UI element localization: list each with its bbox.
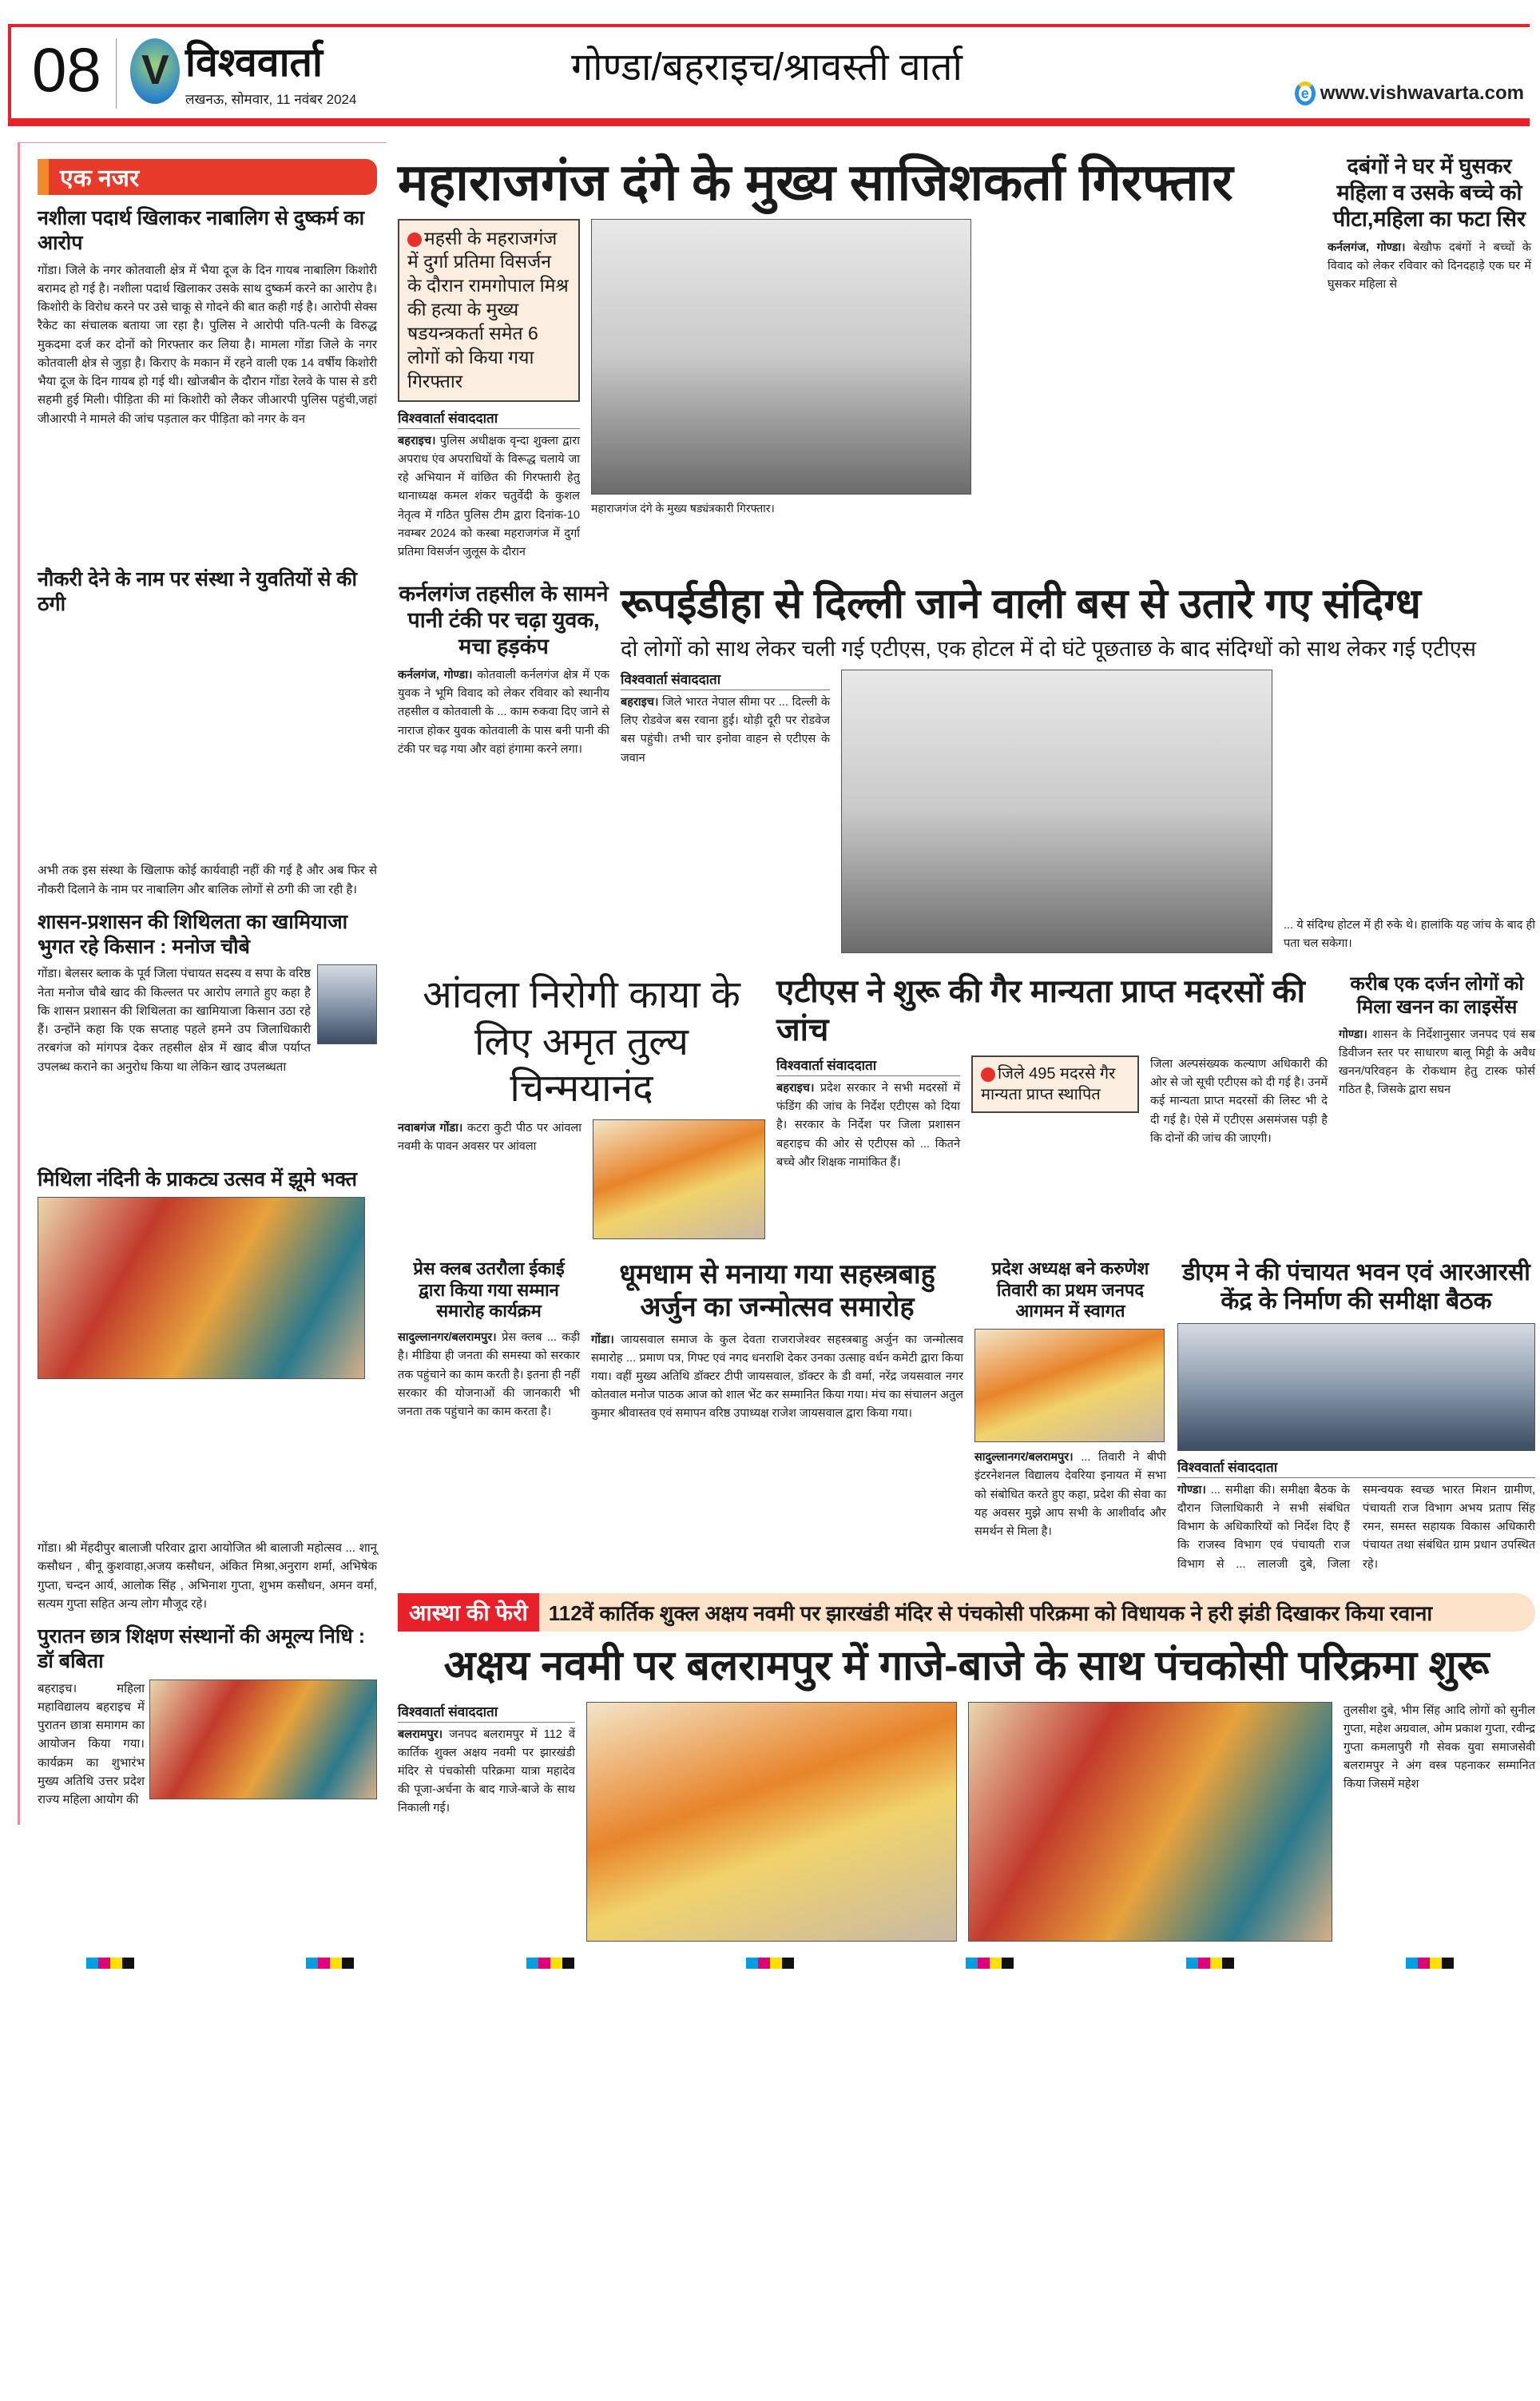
story-headline: कर्नलगंज तहसील के सामने पानी टंकी पर चढ़ा युवक, मचा हड़कंप — [399, 582, 609, 659]
portrait-photo — [317, 964, 377, 1044]
lead-headline: महाराजगंज दंगे के मुख्य साजिशकर्ता गिरफ्तार — [398, 153, 1233, 211]
story-headline: रूपईडीहा से दिल्ली जाने वाली बस से उतारे गए संदिग्ध — [621, 581, 1422, 628]
article-dateline: बलरामपुर। — [398, 1727, 443, 1741]
amla-story — [398, 972, 765, 1239]
website[interactable] — [1295, 81, 1524, 105]
band-lead — [398, 153, 1535, 562]
color-registration-marks — [0, 1942, 1540, 1978]
story-headline: शासन-प्रशासन की शिथिलता का खामियाजा भुगत रहे किसान : मनोज चौबे — [38, 910, 348, 958]
article-text: जनपद बलरामपुर में 112 वें कार्तिक शुक्ल अक्षय नवमी पर झारखंडी मंदिर से पंचकोसी परिक्रमा यात्रा महादेव की पूजा-अर्चना के बाद गाजे-बाजे के साथ निकाली गई। — [398, 1727, 576, 1815]
story-headline: दबंगों ने घर में घुसकर महिला व उसके बच्चे को पीटा,महिला का फटा सिर — [1332, 154, 1526, 231]
article-body — [974, 1449, 1166, 1541]
ats-pullquote — [971, 1055, 1139, 1113]
article-dateline: गोण्डा। — [1177, 1483, 1206, 1497]
color-mark — [306, 1958, 354, 1969]
article-text: शासन के निर्देशानुसार जनपद एवं सब डिवीजन स्तर पर साधारण बालू मिट्टी के अवैध खनन/परिवहन के रोकथाम हेतु टास्क फोर्स गठित है, जिसके द्वारा सघन — [1339, 1028, 1535, 1097]
rupaidiha-row — [621, 670, 1535, 953]
dm-story — [1177, 1258, 1535, 1574]
story-body-filler — [38, 428, 377, 556]
story-body-filler — [38, 622, 377, 861]
devotees-photo — [38, 1197, 365, 1379]
divider — [116, 38, 117, 109]
article-body — [398, 1119, 581, 1156]
story-headline: पुरातन छात्र शिक्षण संस्थानों की अमूल्य निधि : डॉ बबिता — [38, 1625, 366, 1673]
amla-event-photo — [593, 1119, 765, 1239]
story-body-filler — [38, 1379, 377, 1539]
amla-row — [398, 1119, 765, 1239]
arrested-men-photo — [591, 219, 971, 495]
procession-photo — [968, 1702, 1332, 1942]
brand-logo-icon — [130, 38, 180, 104]
karnalganj-story — [398, 581, 609, 759]
article-text: प्रेस क्लब ... कड़ी है। मीडिया ही जनता की समस्या को सरकार तक पहुंचाने का काम करती है। इतना ही नहीं सरकार की योजनाओं की जानकारी भी जनता तक पहुंचाने का काम करता है। — [398, 1331, 581, 1418]
byline: विश्ववार्ता संवाददाता — [398, 1702, 575, 1723]
dm-article — [1177, 1457, 1535, 1574]
color-mark — [1186, 1958, 1234, 1969]
article-dateline: गोंडा। — [591, 1333, 614, 1346]
band-ats — [398, 972, 1535, 1239]
ats-row — [776, 1055, 1328, 1172]
karunesh-story — [974, 1258, 1166, 1541]
parikrama-photo — [586, 1702, 957, 1942]
article-dateline: सादुल्लानगर/बलरामपुर। — [974, 1451, 1074, 1465]
article-dateline: कर्नलगंज, गोण्डा। — [398, 668, 473, 682]
story-subhead: दो लोगों को साथ लेकर चली गई एटीएस, एक होटल में दो घंटे पूछताछ के बाद संदिग्धों को साथ लेकर गई एटीएस — [621, 636, 1477, 661]
lead-photo-block — [591, 219, 971, 516]
photo-caption: महाराजगंज दंगे के मुख्य षड्यंत्रकारी गिरफ्तार। — [591, 501, 775, 515]
ek-nazar-title: एक नजर — [38, 159, 377, 195]
story-body: गोंडा। जिले के नगर कोतवाली क्षेत्र में भैया दूज के दिन गायब नाबालिग किशोरी बरामद हो गई है। नशीला पदार्थ खिलाकर उसके साथ दुष्कर्म करने का आरोप है। किशोरी के विरोध करने पर उसे चाकू से गोदने की बात कही गई है। आरोपी सेक्स रैकेट का संचालक बताया जा रहा है। पुलिस ने आरोपी पति-पत्नी के विरुद्ध मुकदमा दर्ज कर दोनों को गिरफ्तार कर लिया है। मामला गोंडा जिले के नगर कोतवाली क्षेत्र से जुड़ा है। किराए के मकान में रहने वाली एक 14 वर्षीय किशोरी भैया दूज के दिन गायब हो गई थी। खोजबीन के दौरान गोंडा रेलवे के पास से डरी सहमी हुई मिली। पीड़िता की मां किशोरी को लैकर जीआरपी पुलिस पहुंची,जहां जीआरपी ने मामले की जांच पड़ताल कर पीड़िता को नगर के वन — [38, 263, 377, 426]
byline: विश्ववार्ता संवाददाता — [1177, 1457, 1535, 1478]
dateline: लखनऊ, सोमवार, 11 नवंबर 2024 — [185, 92, 357, 107]
story-headline: प्रदेश अध्यक्ष बने करुणेश तिवारी का प्रथम जनपद आगमन में स्वागत — [991, 1258, 1149, 1322]
left-column — [18, 142, 387, 1825]
article-dateline: कर्नलगंज, गोण्डा। — [1328, 240, 1406, 254]
article-text: कोतवाली कर्नलगंज क्षेत्र में एक युवक ने भूमि विवाद को लेकर रविवार को स्थानीय तहसील व कोतवाली के ... काम रुकवा दिए जाने से नाराज होकर युवक कोतवाली के पास बनी पानी की टंकी पर चढ़ गया और वहां हंगामा करने लगा। — [398, 668, 609, 756]
aastha-article — [398, 1702, 575, 1819]
rupaidiha-article — [621, 670, 830, 768]
bullet-icon — [981, 1067, 995, 1082]
byline: विश्ववार्ता संवाददाता — [621, 670, 830, 690]
sahastrabahu-story — [591, 1258, 963, 1424]
pressclub-story — [398, 1258, 580, 1421]
masthead — [0, 0, 1540, 137]
band-four-stories — [398, 1258, 1535, 1574]
aastha-banner — [398, 1593, 1535, 1632]
color-mark — [1406, 1958, 1454, 1969]
pullquote-text: जिले 495 मदरसे गैर मान्यता प्राप्त स्थापित — [981, 1065, 1116, 1104]
right-top-story — [1328, 153, 1531, 294]
brand-name: विश्ववार्ता — [185, 40, 323, 85]
color-mark — [966, 1958, 1014, 1969]
article-body — [1339, 1026, 1535, 1100]
byline: विश्ववार्ता संवाददाता — [398, 408, 580, 429]
article-body: जिला अल्पसंख्यक कल्याण अधिकारी की ओर से जो सूची एटीएस को दी गई है। उनमें कई मान्यता प्राप्त मदरसों की लिस्ट भी दे दी गई है। ऐसे में एटीएस असमंजस पड़ी है कि दोनों की जांच की जाएगी। — [1150, 1058, 1328, 1145]
color-mark — [86, 1958, 134, 1969]
article-body: तुलसीश दुबे, भीम सिंह आदि लोगों को सुनील गुप्ता, महेश अग्रवाल, ओम प्रकाश गुप्ता, रवीन्द्र गुप्ता कमलापुरी गौ सेवक युवा समाजसेवी बलरामपुर ने अंग वस्त्र पहनाकर सम्मानित किया जिसमें महेश — [1344, 1703, 1535, 1791]
story-headline: डीएम ने की पंचायत भवन एवं आरआरसी केंद्र के निर्माण की समीक्षा बैठक — [1182, 1258, 1530, 1315]
story-headline: मिथिला नंदिनी के प्राकट्य उत्सव में झूमे भक्त — [38, 1167, 358, 1191]
bullet-icon — [407, 233, 422, 247]
story-headline: एटीएस ने शुरू की गैर मान्यता प्राप्त मदरसों की जांच — [776, 974, 1305, 1048]
band-rupaidiha — [398, 581, 1535, 953]
article-body: पुलिस अधीक्षक वृन्दा शुक्ला द्वारा अपराध एंव अपराधियों के विरूद्ध चलाये जा रहे अभियान में वांछित की गिरफ्तारी हेतु थानाध्यक्ष कमल शंकर चतुर्वेदी के कुशल नेतृत्व में गठित पुलिस टीम द्वारा दिनांक-10 नवम्बर 2024 को कस्बा महराजगंज में दुर्गा प्रतिमा विसर्जन जुलूस के दौरान — [398, 434, 580, 559]
website-url[interactable]: www.vishwavarta.com — [1320, 82, 1524, 104]
article-dateline: बहराइच। — [398, 434, 436, 447]
story-headline: अक्षय नवमी पर बलरामपुर में गाजे-बाजे के साथ पंचकोसी परिक्रमा शुरू — [443, 1642, 1490, 1689]
review-meeting-photo — [1177, 1323, 1535, 1451]
story-headline: धूमधाम से मनाया गया सहस्त्रबाहु अर्जुन का जन्मोत्सव समारोह — [619, 1258, 935, 1323]
bus-stand-photo — [841, 670, 1272, 953]
story-body-filler — [38, 1076, 377, 1156]
color-mark — [526, 1958, 574, 1969]
welcome-photo — [974, 1329, 1165, 1442]
page-body — [0, 137, 1540, 1942]
article-body — [398, 666, 609, 759]
band-aastha — [398, 1593, 1535, 1942]
article-body — [1328, 239, 1531, 295]
lead-article — [398, 408, 580, 562]
browser-icon: e — [1295, 81, 1316, 105]
article-dateline: बहराइच। — [621, 696, 659, 710]
article-text: कटरा कुटी पीठ पर आंवला नवमी के पावन अवसर पर आंवला — [398, 1121, 581, 1153]
story-body: गोंडा। बेलसर ब्लाक के पूर्व जिला पंचायत सदस्य व सपा के वरिष्ठ नेता मनोज चौबे खाद की किल्लत पर आरोप लगाते हुए कहा है कि शासन प्रशासन की शिथिलता का खामियाजा किसान उठा रहे हैं। उन्होंने कहा कि एक सप्ताह पहले हमने उप जिलाधिकारी तरबगंज को मांगपत्र देकर तहसील क्षेत्र में खाद बीज पर्याप्त उपलब्ध कराने का अनुरोध किया था लेकिन खाद उपलब्धता — [38, 967, 311, 1074]
color-mark — [746, 1958, 794, 1969]
lead-pullquote — [398, 219, 580, 402]
article-dateline: सादुल्लानगर/बलरामपुर। — [398, 1331, 497, 1345]
lead-story — [398, 153, 1316, 562]
mining-story — [1339, 972, 1535, 1099]
article-text: जिले भारत नेपाल सीमा पर ... दिल्ली के लिए रोडवेज बस रवाना हुई। थोड़ी दूरी पर रोडवेज बस पहुंची। तभी चार इनोवा वाहन से एटीएस के जवान — [621, 696, 831, 765]
article-text: बेखौफ दबंगों ने बच्चों के विवाद को लेकर रविवार को दिनदहाड़े एक घर में घुसकर महिला से — [1328, 240, 1532, 292]
banner-strap: 112वें कार्तिक शुक्ल अक्षय नवमी पर झारखंडी मंदिर से पंचकोसी परिक्रमा को विधायक ने हरी झंडी दिखाकर किया रवाना — [548, 1600, 1433, 1625]
byline: विश्ववार्ता संवाददाता — [776, 1055, 960, 1076]
main-area — [398, 142, 1535, 1942]
article-body — [398, 1329, 580, 1421]
lead-text — [398, 219, 580, 562]
article-dateline: गोण्डा। — [1339, 1028, 1367, 1041]
article-text: ... समीक्षा की। समीक्षा बैठक के दौरान जिलाधिकारी ने सभी संबंधित विभाग के अधिकारियों को निर्देश दिए हैं कि राजस्व विभाग एवं पंचायती राज विभाग से ... लालजी दुबे, जिला समन्वयक स्वच्छ भारत मिशन ग्रामीण, पंचायती राज विभाग अभय प्रताप सिंह रमन, समस्त सहायक विकास अधिकारी पंचायत तथा संबंधित ग्राम प्रधान उपस्थित रहे। — [1177, 1483, 1535, 1571]
article-dateline: नवाबगंज गोंडा। — [398, 1121, 463, 1135]
lead-row — [398, 219, 1316, 562]
story-headline: प्रेस क्लब उतरौला ईकाई द्वारा किया गया सम्मान समारोह कार्यक्रम — [413, 1258, 565, 1322]
story-body: बहराइच। महिला महाविद्यालय बहराइच में पुरातन छात्रा समागम का आयोजन किया गया। कार्यक्रम का शुभारंभ मुख्य अतिथि उत्तर प्रदेश राज्य महिला आयोग की — [38, 1681, 145, 1807]
article-dateline: बहराइच। — [776, 1082, 815, 1095]
story-body: अभी तक इस संस्था के खिलाफ कोई कार्यवाही नहीं की गई है और अब फिर से नौकरी दिलाने के नाम पर नाबालिग और बालिक लोगों से ठगी की जा रही है। — [38, 864, 377, 896]
ats-story — [776, 972, 1328, 1172]
article-body: ... ये संदिग्ध होटल में ही रुके थे। हालांकि यह जांच के बाद ही पता चल सकेगा। — [1284, 918, 1535, 950]
banner-tag: आस्था की फेरी — [398, 1593, 539, 1632]
pullquote-text: महसी के महराजगंज में दुर्गा प्रतिमा विसर्जन के दौरान रामगोपाल मिश्र की हत्या के मुख्य षडयन्त्रकर्ता समेत 6 लोगों को किया गया गिरफ्तार — [407, 227, 569, 392]
aastha-row — [398, 1702, 1535, 1942]
story-headline: नौकरी देने के नाम पर संस्था ने युवतियों से की ठगी — [38, 567, 357, 615]
article-body — [591, 1331, 963, 1424]
story-headline: आंवला निरोगी काया के लिए अमृत तुल्य चिन्मयानंद — [423, 974, 740, 1111]
alumni-photo — [149, 1680, 377, 1799]
page-number: 08 — [32, 34, 101, 105]
rupaidiha-story — [621, 581, 1535, 953]
story-body: गोंडा। श्री मेंहदीपुर बालाजी परिवार द्वारा आयोजित श्री बालाजी महोत्सव ... शानू कसौधन , बीनू कुशवाहा,अजय कसौधन, अंकित मिश्रा,अनुराग शर्मा, अभिषेक गुप्ता, चन्दन आर्य, आलोक सिंह , अभिनाश गुप्ता, शुभम कसौधन, अमन वर्मा, सत्यम गुप्ता सहित अन्य लोग मौजूद रहे। — [38, 1541, 377, 1611]
ats-article — [776, 1055, 960, 1172]
story-headline: करीब एक दर्जन लोगों को मिला खनन का लाइसेंस — [1350, 973, 1524, 1019]
story-headline: नशीला पदार्थ खिलाकर नाबालिग से दुष्कर्म का आरोप — [38, 207, 365, 255]
article-text: ... तिवारी ने बीपी इंटरनेशनल विद्यालय देवरिया इनायत में सभा को संबोधित करते हुए कहा, प्रदेश की सेवा का यह अवसर मुझे आप सभी के आशीर्वाद और समर्थन से मिला है। — [974, 1451, 1166, 1538]
article-text: प्रदेश सरकार ने सभी मदरसों में फंडिंग की जांच के निर्देश एटीएस को दिया है। सरकार के निर्देश पर जिला प्रशासन बहराइच की ओर से एटीएस को ... कितने बच्चे और शिक्षक नामांकित हैं। — [776, 1082, 961, 1169]
article-text: जायसवाल समाज के कुल देवता राजराजेश्वर सहस्त्रबाहु अर्जुन का जन्मोत्सव समारोह ... प्रमाण पत्र, गिफ्ट एवं नगद धनराशि देकर उनका उत्साह वर्धन कमेटी द्वारा किया गया। वहीं मुख्य अतिथि डॉक्टर टीपी जायसवाल, डॉक्टर के डी वर्मा, नरेंद्र जयसवाल नगर कोतवाल मनोज पाठक आज को शाल भेंट कर सम्मानित किया गया। मंच का संचालन अतुल कुमार श्रीवास्तव एवं समापन वरिष्ठ उपाध्यक्ष राजेश जायसवाल द्वारा किया गया। — [591, 1333, 964, 1421]
section-title: गोण्डा/बहराइच/श्रावस्ती वार्ता — [571, 46, 963, 89]
